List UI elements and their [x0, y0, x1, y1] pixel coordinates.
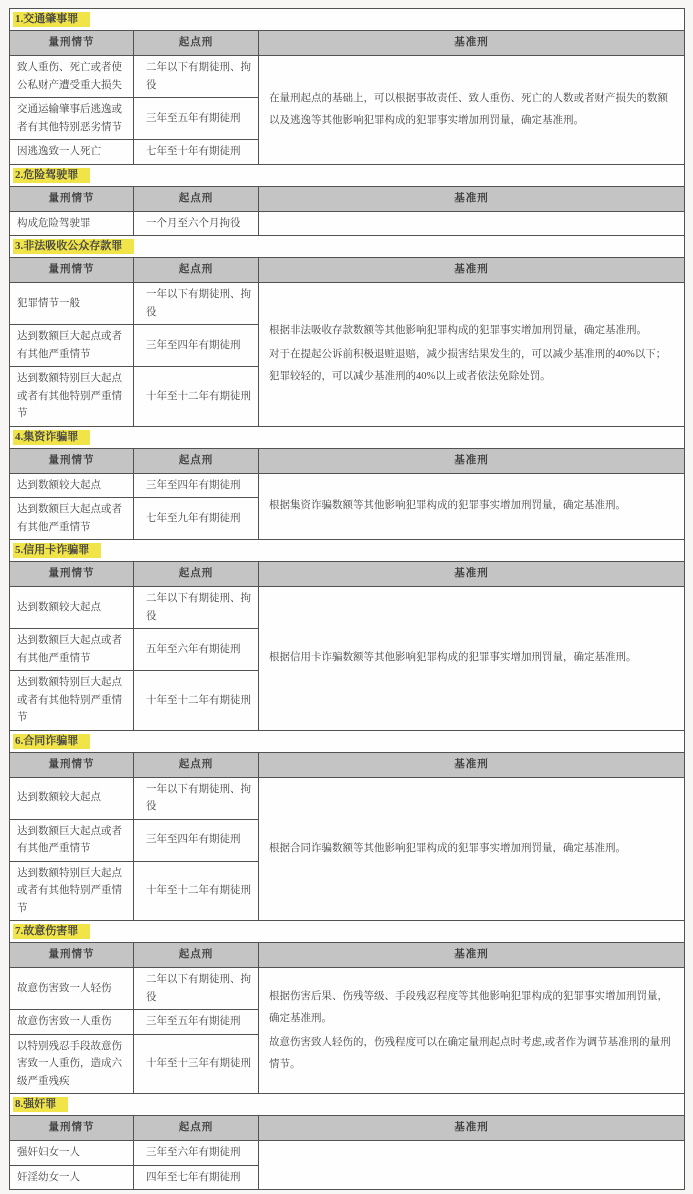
circumstance-cell: 达到数额巨大起点或者有其他严重情节	[10, 325, 134, 367]
starting-penalty-cell: 一年以下有期徒刑、拘役	[134, 777, 259, 819]
circumstance-cell: 达到数额较大起点	[10, 473, 134, 498]
section-table	[9, 539, 685, 731]
column-header-starting-penalty: 起点刑	[134, 448, 259, 473]
starting-penalty-cell: 十年至十二年有期徒刑	[134, 861, 259, 921]
benchmark-cell	[259, 56, 685, 165]
column-header-row	[10, 186, 685, 211]
section-title-cell	[10, 921, 685, 943]
benchmark-paragraph: 对于在提起公诉前积极退赃退赔，减少损害结果发生的，可以减少基准刑的40%以下；犯罪较轻的，可以减少基准刑的40%以上或者依法免除处罚。	[269, 349, 667, 383]
column-header-benchmark-penalty: 基准刑	[259, 562, 685, 587]
column-header-starting-penalty: 起点刑	[134, 943, 259, 968]
section-table	[9, 426, 685, 541]
section-title-row	[10, 426, 685, 448]
section-title-row	[10, 9, 685, 31]
section-table	[9, 235, 685, 427]
circumstance-cell: 达到数额较大起点	[10, 587, 134, 629]
section-title-cell	[10, 730, 685, 752]
section-title-cell	[10, 9, 685, 31]
table-row	[10, 587, 685, 629]
section-title-cell	[10, 1094, 685, 1116]
column-header-row	[10, 943, 685, 968]
benchmark-paragraph: 根据集资诈骗数额等其他影响犯罪构成的犯罪事实增加刑罚量，确定基准刑。	[269, 500, 626, 512]
benchmark-cell	[259, 283, 685, 427]
column-header-circumstance: 量刑情节	[10, 1116, 134, 1141]
starting-penalty-cell: 二年以下有期徒刑、拘役	[134, 56, 259, 98]
section-title: 4.集资诈骗罪	[13, 430, 90, 445]
starting-penalty-cell: 七年至九年有期徒刑	[134, 498, 259, 540]
column-header-benchmark-penalty: 基准刑	[259, 1116, 685, 1141]
starting-penalty-cell: 三年至五年有期徒刑	[134, 98, 259, 140]
circumstance-cell: 致人重伤、死亡或者使公私财产遭受重大损失	[10, 56, 134, 98]
column-header-row	[10, 1116, 685, 1141]
starting-penalty-cell: 四年至七年有期徒刑	[134, 1165, 259, 1190]
column-header-starting-penalty: 起点刑	[134, 752, 259, 777]
section-title-row	[10, 730, 685, 752]
circumstance-cell: 达到数额特别巨大起点或者有其他特别严重情节	[10, 671, 134, 731]
table-row	[10, 1141, 685, 1166]
starting-penalty-cell: 十年至十二年有期徒刑	[134, 671, 259, 731]
column-header-benchmark-penalty: 基准刑	[259, 31, 685, 56]
column-header-circumstance: 量刑情节	[10, 943, 134, 968]
section-table	[9, 1093, 685, 1190]
circumstance-cell: 以特别残忍手段故意伤害致一人重伤，造成六级严重残疾	[10, 1034, 134, 1094]
column-header-circumstance: 量刑情节	[10, 258, 134, 283]
section-title-cell	[10, 236, 685, 258]
column-header-starting-penalty: 起点刑	[134, 258, 259, 283]
circumstance-cell: 交通运输肇事后逃逸或者有其他特别恶劣情节	[10, 98, 134, 140]
starting-penalty-cell: 一年以下有期徒刑、拘役	[134, 283, 259, 325]
circumstance-cell: 因逃逸致一人死亡	[10, 140, 134, 165]
benchmark-cell	[259, 587, 685, 731]
benchmark-cell	[259, 211, 685, 236]
column-header-row	[10, 258, 685, 283]
starting-penalty-cell: 十年至十三年有期徒刑	[134, 1034, 259, 1094]
circumstance-cell: 强奸妇女一人	[10, 1141, 134, 1166]
column-header-circumstance: 量刑情节	[10, 448, 134, 473]
section-title: 6.合同诈骗罪	[13, 734, 90, 749]
column-header-starting-penalty: 起点刑	[134, 186, 259, 211]
starting-penalty-cell: 三年至四年有期徒刑	[134, 819, 259, 861]
starting-penalty-cell: 三年至六年有期徒刑	[134, 1141, 259, 1166]
table-row	[10, 211, 685, 236]
section-title-row	[10, 1094, 685, 1116]
starting-penalty-cell: 一个月至六个月拘役	[134, 211, 259, 236]
column-header-benchmark-penalty: 基准刑	[259, 258, 685, 283]
column-header-row	[10, 448, 685, 473]
benchmark-cell	[259, 968, 685, 1094]
circumstance-cell: 达到数额较大起点	[10, 777, 134, 819]
section-title: 5.信用卡诈骗罪	[13, 543, 101, 558]
column-header-row	[10, 562, 685, 587]
section-title-cell	[10, 164, 685, 186]
benchmark-paragraph: 故意伤害致人轻伤的，伤残程度可以在确定量刑起点时考虑,或者作为调节基准刑的量刑情节。	[269, 1036, 671, 1070]
column-header-starting-penalty: 起点刑	[134, 31, 259, 56]
table-row	[10, 777, 685, 819]
section-title-cell	[10, 426, 685, 448]
benchmark-paragraph: 在量刑起点的基础上，可以根据事故责任、致人重伤、死亡的人数或者财产损失的数额以及逃逸等其他影响犯罪构成的犯罪事实增加刑罚量，确定基准刑。	[269, 92, 668, 126]
circumstance-cell: 达到数额巨大起点或者有其他严重情节	[10, 629, 134, 671]
benchmark-paragraph: 根据非法吸收存款数额等其他影响犯罪构成的犯罪事实增加刑罚量，确定基准刑。	[269, 325, 647, 337]
circumstance-cell: 故意伤害致一人轻伤	[10, 968, 134, 1010]
starting-penalty-cell: 五年至六年有期徒刑	[134, 629, 259, 671]
benchmark-paragraph: 根据合同诈骗数额等其他影响犯罪构成的犯罪事实增加刑罚量，确定基准刑。	[269, 842, 626, 854]
section-title: 7.故意伤害罪	[13, 924, 90, 939]
circumstance-cell: 构成危险驾驶罪	[10, 211, 134, 236]
section-title-row	[10, 164, 685, 186]
table-row	[10, 56, 685, 98]
section-table	[9, 920, 685, 1094]
circumstance-cell: 奸淫幼女一人	[10, 1165, 134, 1190]
section-title-row	[10, 540, 685, 562]
circumstance-cell: 故意伤害致一人重伤	[10, 1010, 134, 1035]
benchmark-cell	[259, 777, 685, 921]
section-table	[9, 164, 685, 237]
column-header-benchmark-penalty: 基准刑	[259, 448, 685, 473]
section-table	[9, 8, 685, 165]
column-header-benchmark-penalty: 基准刑	[259, 943, 685, 968]
benchmark-cell	[259, 1141, 685, 1190]
column-header-starting-penalty: 起点刑	[134, 1116, 259, 1141]
starting-penalty-cell: 三年至四年有期徒刑	[134, 325, 259, 367]
circumstance-cell: 犯罪情节一般	[10, 283, 134, 325]
starting-penalty-cell: 三年至四年有期徒刑	[134, 473, 259, 498]
column-header-circumstance: 量刑情节	[10, 752, 134, 777]
column-header-starting-penalty: 起点刑	[134, 562, 259, 587]
benchmark-paragraph: 根据信用卡诈骗数额等其他影响犯罪构成的犯罪事实增加刑罚量，确定基准刑。	[269, 652, 637, 664]
column-header-circumstance: 量刑情节	[10, 562, 134, 587]
section-title-row	[10, 921, 685, 943]
table-row	[10, 968, 685, 1010]
column-header-circumstance: 量刑情节	[10, 31, 134, 56]
benchmark-paragraph: 根据伤害后果、伤残等级、手段残忍程度等其他影响犯罪构成的犯罪事实增加刑罚量，确定基准刑。	[269, 990, 668, 1024]
section-title: 1.交通肇事罪	[13, 12, 90, 27]
starting-penalty-cell: 七年至十年有期徒刑	[134, 140, 259, 165]
column-header-benchmark-penalty: 基准刑	[259, 186, 685, 211]
column-header-row	[10, 752, 685, 777]
section-title-cell	[10, 540, 685, 562]
table-row	[10, 473, 685, 498]
circumstance-cell: 达到数额特别巨大起点或者有其他特别严重情节	[10, 367, 134, 427]
circumstance-cell: 达到数额特别巨大起点或者有其他特别严重情节	[10, 861, 134, 921]
section-title: 8.强奸罪	[13, 1097, 68, 1112]
section-title-row	[10, 236, 685, 258]
section-table	[9, 730, 685, 922]
section-title: 2.危险驾驶罪	[13, 168, 90, 183]
starting-penalty-cell: 十年至十二年有期徒刑	[134, 367, 259, 427]
circumstance-cell: 达到数额巨大起点或者有其他严重情节	[10, 819, 134, 861]
column-header-circumstance: 量刑情节	[10, 186, 134, 211]
starting-penalty-cell: 二年以下有期徒刑、拘役	[134, 587, 259, 629]
benchmark-cell	[259, 473, 685, 540]
circumstance-cell: 达到数额巨大起点或者有其他严重情节	[10, 498, 134, 540]
column-header-row	[10, 31, 685, 56]
column-header-benchmark-penalty: 基准刑	[259, 752, 685, 777]
table-row	[10, 283, 685, 325]
section-title: 3.非法吸收公众存款罪	[13, 239, 134, 254]
starting-penalty-cell: 二年以下有期徒刑、拘役	[134, 968, 259, 1010]
starting-penalty-cell: 三年至五年有期徒刑	[134, 1010, 259, 1035]
